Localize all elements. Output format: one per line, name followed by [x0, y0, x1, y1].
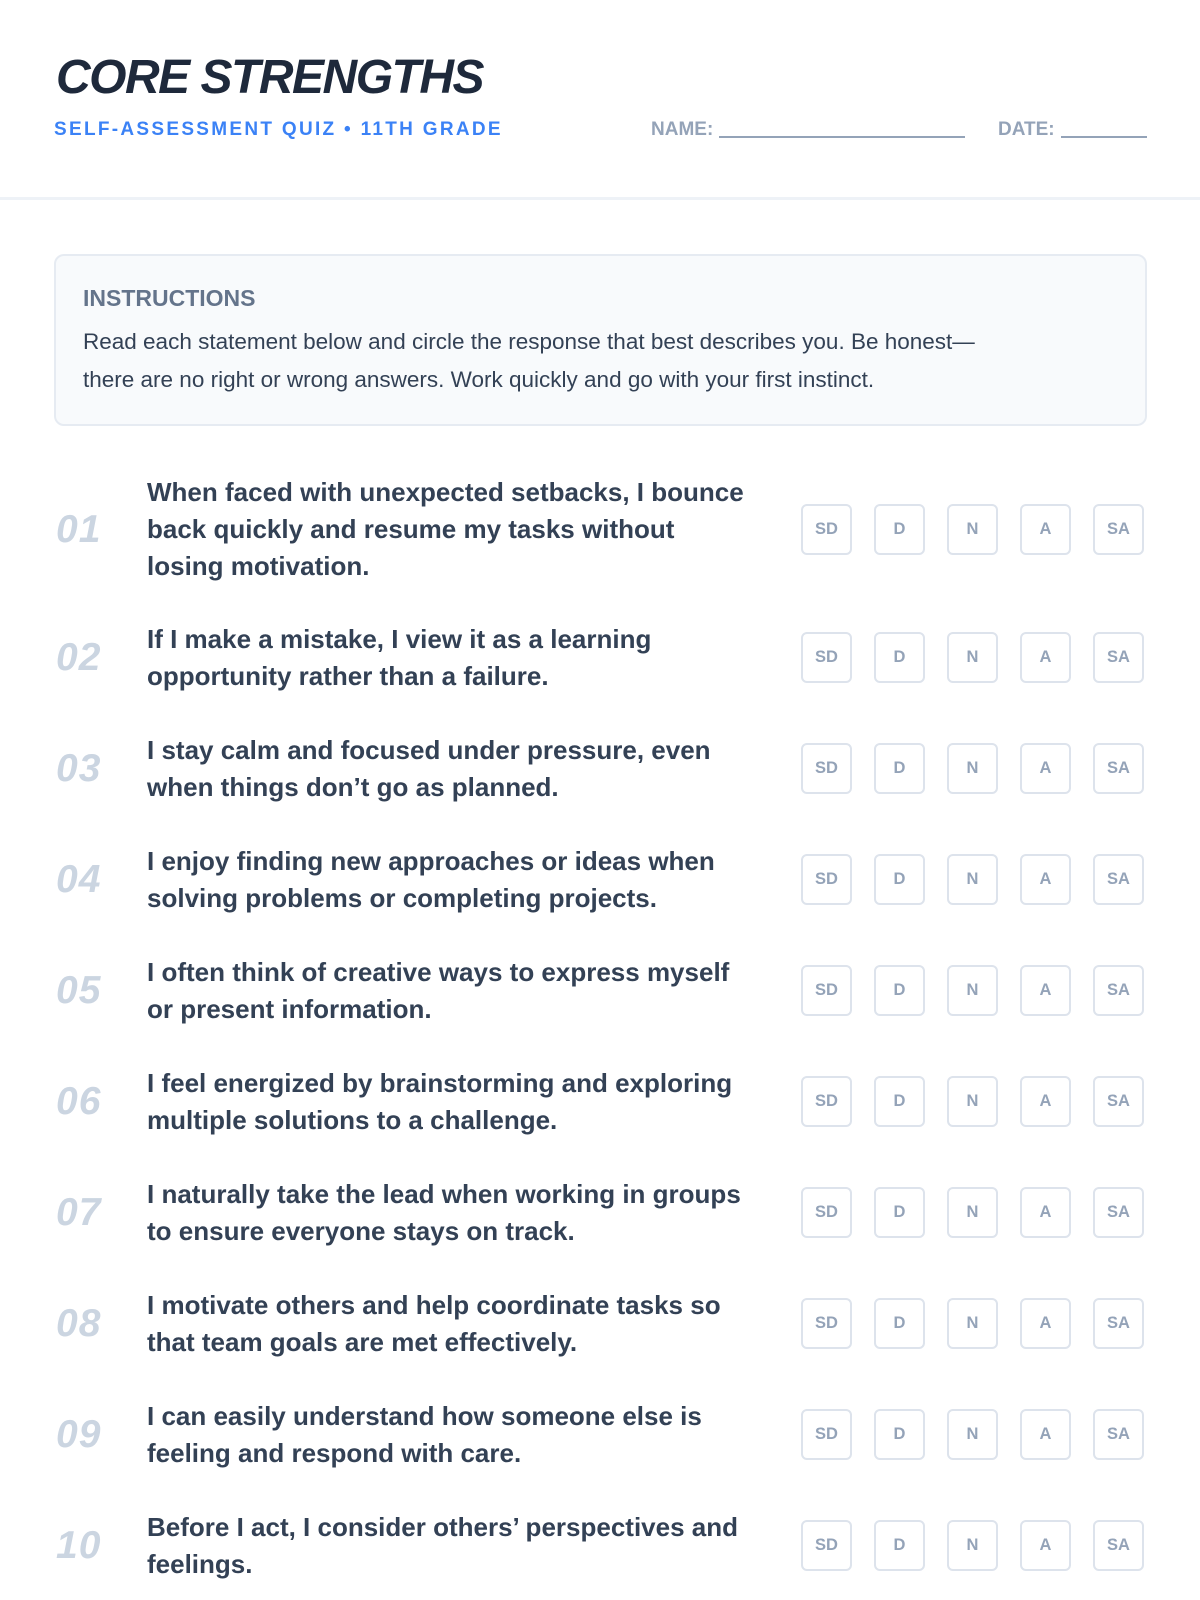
response-option-sa[interactable]: SA	[1093, 1520, 1144, 1571]
instructions-text	[83, 323, 1119, 399]
response-option-a[interactable]: A	[1020, 854, 1071, 905]
question-text	[147, 621, 792, 695]
response-option-a[interactable]: A	[1020, 504, 1071, 555]
response-option-sa[interactable]: SA	[1093, 1409, 1144, 1460]
response-option-d[interactable]: D	[874, 1298, 925, 1349]
response-option-sd[interactable]: SD	[801, 1298, 852, 1349]
response-option-a[interactable]: A	[1020, 1076, 1071, 1127]
question-text-line: multiple solutions to a challenge.	[147, 1105, 558, 1135]
response-option-a[interactable]: A	[1020, 1409, 1071, 1460]
name-blank-line[interactable]	[719, 136, 965, 138]
question-text-line: losing motivation.	[147, 551, 370, 581]
response-option-a[interactable]: A	[1020, 1520, 1071, 1571]
question-number: 08	[56, 1302, 102, 1345]
date-field	[998, 118, 1147, 142]
question-number: 05	[56, 969, 102, 1012]
response-option-d[interactable]: D	[874, 1520, 925, 1571]
question-text	[147, 1509, 792, 1583]
response-option-n[interactable]: N	[947, 504, 998, 555]
response-option-sd[interactable]: SD	[801, 1409, 852, 1460]
question-text-line: I naturally take the lead when working in groups	[147, 1179, 741, 1209]
response-option-a[interactable]: A	[1020, 1298, 1071, 1349]
response-option-d[interactable]: D	[874, 1076, 925, 1127]
response-option-a[interactable]: A	[1020, 1187, 1071, 1238]
instructions-line: Read each statement below and circle the response that best describes you. Be honest—	[83, 329, 975, 354]
response-option-n[interactable]: N	[947, 632, 998, 683]
response-option-d[interactable]: D	[874, 504, 925, 555]
question-text-line: I motivate others and help coordinate tasks so	[147, 1290, 721, 1320]
date-label: DATE:	[998, 119, 1055, 140]
question-text	[147, 474, 792, 585]
question-number: 06	[56, 1080, 102, 1123]
question-number: 04	[56, 858, 102, 901]
question-text-line: Before I act, I consider others’ perspectives and	[147, 1512, 738, 1542]
response-option-a[interactable]: A	[1020, 632, 1071, 683]
question-text-line: solving problems or completing projects.	[147, 883, 657, 913]
instructions-title: INSTRUCTIONS	[83, 285, 256, 311]
response-option-n[interactable]: N	[947, 854, 998, 905]
question-text	[147, 732, 792, 806]
response-option-sd[interactable]: SD	[801, 1076, 852, 1127]
question-text-line: back quickly and resume my tasks without	[147, 514, 675, 544]
question-text	[147, 843, 792, 917]
question-text-line: I stay calm and focused under pressure, even	[147, 735, 711, 765]
question-number: 02	[56, 636, 102, 679]
page-header	[0, 0, 1200, 200]
response-option-d[interactable]: D	[874, 1187, 925, 1238]
response-option-sd[interactable]: SD	[801, 632, 852, 683]
response-option-n[interactable]: N	[947, 1187, 998, 1238]
question-text-line: feeling and respond with care.	[147, 1438, 522, 1468]
question-number: 10	[56, 1524, 102, 1567]
instructions-line: there are no right or wrong answers. Work quickly and go with your first instinct.	[83, 367, 875, 392]
question-number: 01	[56, 507, 102, 551]
question-text-line: I feel energized by brainstorming and exploring	[147, 1068, 733, 1098]
response-option-sa[interactable]: SA	[1093, 854, 1144, 905]
instructions-box	[54, 254, 1147, 426]
response-option-n[interactable]: N	[947, 1076, 998, 1127]
name-field	[651, 118, 965, 142]
response-option-sa[interactable]: SA	[1093, 1076, 1144, 1127]
response-option-n[interactable]: N	[947, 1520, 998, 1571]
response-option-sa[interactable]: SA	[1093, 1298, 1144, 1349]
question-text-line: When faced with unexpected setbacks, I bounce	[147, 477, 744, 507]
question-text-line: I can easily understand how someone else is	[147, 1401, 702, 1431]
question-text-line: to ensure everyone stays on track.	[147, 1216, 575, 1246]
question-text-line: or present information.	[147, 994, 432, 1024]
response-option-sa[interactable]: SA	[1093, 1187, 1144, 1238]
question-text	[147, 1176, 792, 1250]
response-option-d[interactable]: D	[874, 632, 925, 683]
response-option-d[interactable]: D	[874, 743, 925, 794]
question-text-line: I enjoy finding new approaches or ideas when	[147, 846, 715, 876]
response-option-sd[interactable]: SD	[801, 965, 852, 1016]
response-option-d[interactable]: D	[874, 965, 925, 1016]
question-text-line: that team goals are met effectively.	[147, 1327, 578, 1357]
question-number: 03	[56, 747, 102, 790]
question-text	[147, 954, 792, 1028]
question-text-line: If I make a mistake, I view it as a learning	[147, 624, 652, 654]
page-subtitle: SELF-ASSESSMENT QUIZ • 11TH GRADE	[54, 119, 503, 140]
response-option-sa[interactable]: SA	[1093, 632, 1144, 683]
question-text-line: opportunity rather than a failure.	[147, 661, 549, 691]
response-option-n[interactable]: N	[947, 1298, 998, 1349]
question-text-line: feelings.	[147, 1549, 253, 1579]
response-option-d[interactable]: D	[874, 854, 925, 905]
response-option-sd[interactable]: SD	[801, 743, 852, 794]
response-option-a[interactable]: A	[1020, 965, 1071, 1016]
response-option-d[interactable]: D	[874, 1409, 925, 1460]
response-option-sd[interactable]: SD	[801, 504, 852, 555]
response-option-sa[interactable]: SA	[1093, 743, 1144, 794]
response-option-sa[interactable]: SA	[1093, 504, 1144, 555]
response-option-sa[interactable]: SA	[1093, 965, 1144, 1016]
response-option-sd[interactable]: SD	[801, 1520, 852, 1571]
question-number: 09	[56, 1413, 102, 1456]
response-option-a[interactable]: A	[1020, 743, 1071, 794]
response-option-sd[interactable]: SD	[801, 1187, 852, 1238]
question-text-line: I often think of creative ways to express myself	[147, 957, 730, 987]
response-option-n[interactable]: N	[947, 1409, 998, 1460]
response-option-n[interactable]: N	[947, 743, 998, 794]
question-text	[147, 1287, 792, 1361]
page-title: CORE STRENGTHS	[56, 51, 484, 104]
name-label: NAME:	[651, 119, 714, 140]
question-text-line: when things don’t go as planned.	[147, 772, 559, 802]
response-option-sd[interactable]: SD	[801, 854, 852, 905]
question-text	[147, 1065, 792, 1139]
response-option-n[interactable]: N	[947, 965, 998, 1016]
date-blank-line[interactable]	[1061, 136, 1147, 138]
question-text	[147, 1398, 792, 1472]
question-number: 07	[56, 1191, 102, 1234]
